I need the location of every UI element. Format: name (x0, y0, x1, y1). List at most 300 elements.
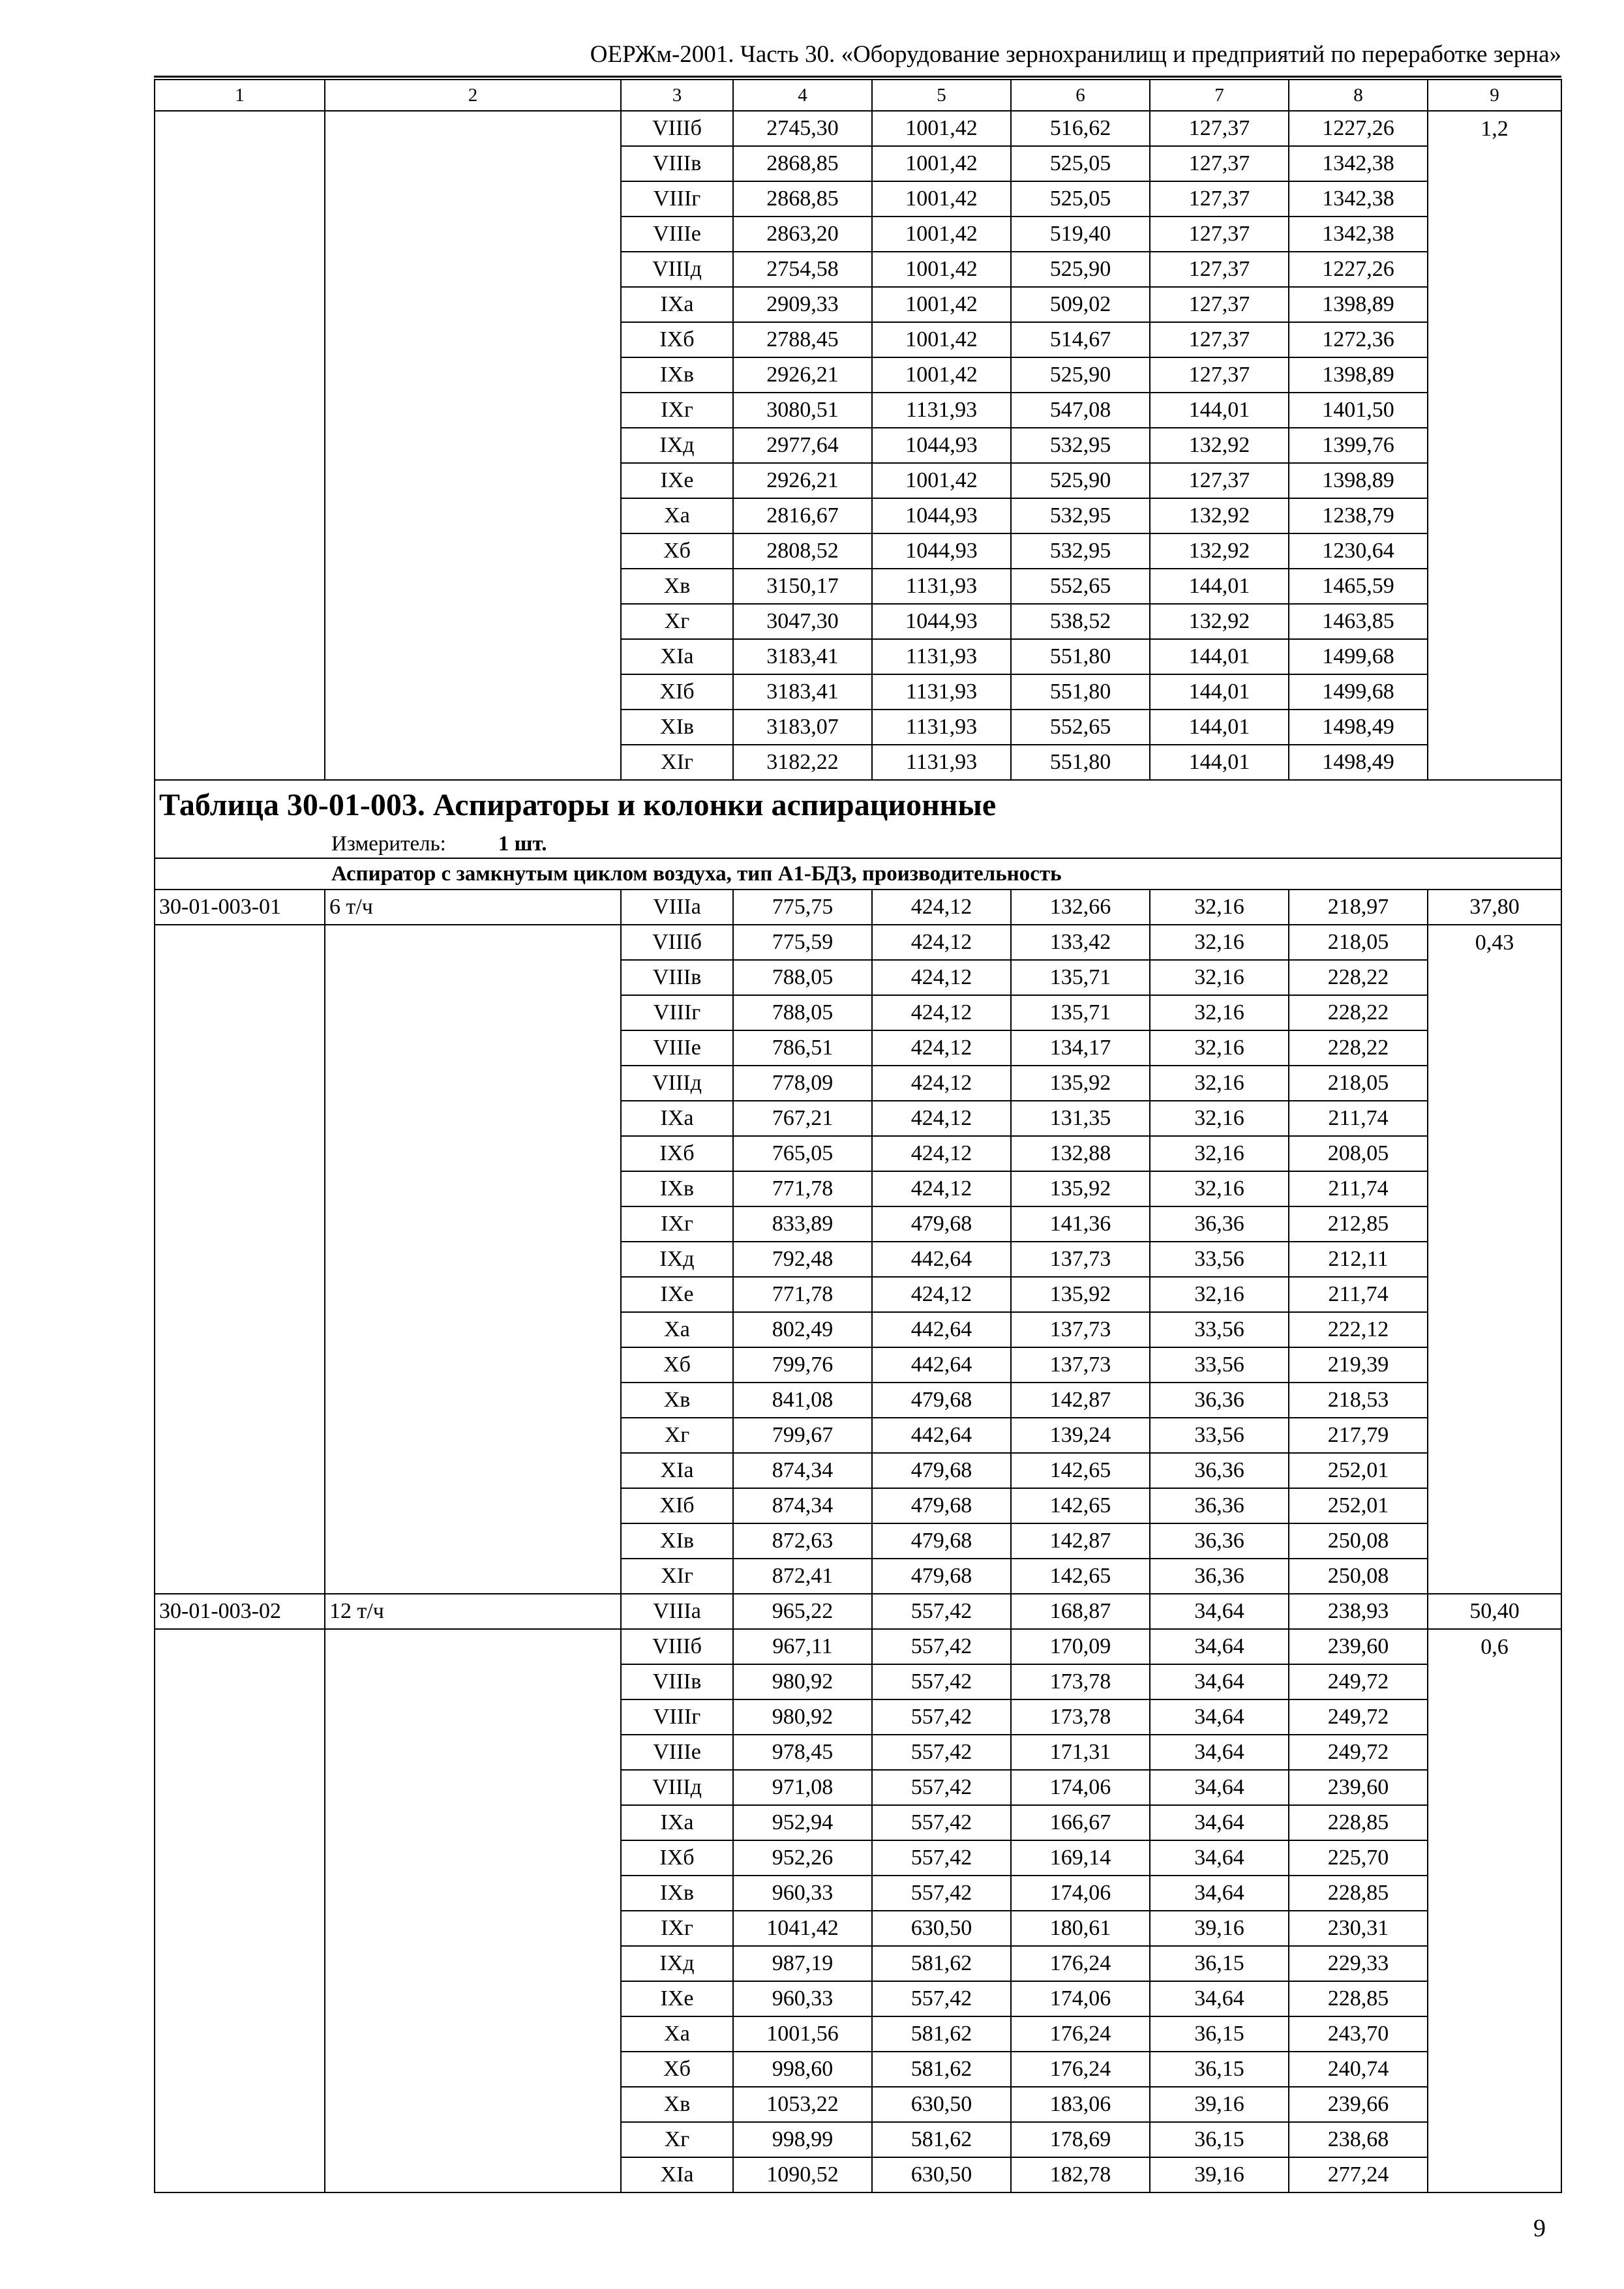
value-cell: 173,78 (1011, 1664, 1150, 1699)
value-cell: 980,92 (733, 1664, 872, 1699)
value-cell: 34,64 (1150, 1735, 1289, 1770)
name-cell (325, 1101, 621, 1136)
value-cell: 240,74 (1289, 2052, 1428, 2087)
zone-cell: VIIIб (621, 1629, 733, 1664)
value-cell: 1090,52 (733, 2157, 872, 2192)
value-cell: 557,42 (872, 1981, 1011, 2016)
value-cell: 557,42 (872, 1664, 1011, 1699)
zone-cell: IXа (621, 1805, 733, 1840)
measure-value: 1 шт. (498, 832, 547, 856)
table-row (155, 463, 1561, 498)
name-cell (325, 1488, 621, 1523)
zone-cell: IXе (621, 463, 733, 498)
value-cell: 442,64 (872, 1418, 1011, 1453)
value-cell: 174,06 (1011, 1981, 1150, 2016)
col9-cell: 37,80 (1428, 890, 1561, 925)
col9-cell (1428, 1101, 1561, 1136)
value-cell: 169,14 (1011, 1840, 1150, 1876)
code-cell (155, 674, 325, 710)
zone-cell: Xа (621, 2016, 733, 2052)
value-cell: 171,31 (1011, 1735, 1150, 1770)
code-cell (155, 1312, 325, 1347)
code-cell (155, 181, 325, 217)
value-cell: 3183,07 (733, 710, 872, 745)
value-cell: 249,72 (1289, 1735, 1428, 1770)
value-cell: 525,05 (1011, 181, 1150, 217)
value-cell: 183,06 (1011, 2087, 1150, 2122)
value-cell: 1131,93 (872, 710, 1011, 745)
col9-cell (1428, 2016, 1561, 2052)
value-cell: 630,50 (872, 1911, 1011, 1946)
value-cell: 36,36 (1150, 1453, 1289, 1488)
value-cell: 137,73 (1011, 1347, 1150, 1383)
code-cell: 30-01-003-02 (155, 1594, 325, 1629)
value-cell: 132,92 (1150, 498, 1289, 533)
value-cell: 1131,93 (872, 639, 1011, 674)
value-cell: 424,12 (872, 1136, 1011, 1171)
code-cell (155, 925, 325, 960)
value-cell: 170,09 (1011, 1629, 1150, 1664)
value-cell: 218,05 (1289, 925, 1428, 960)
code-cell (155, 1206, 325, 1242)
value-cell: 525,05 (1011, 146, 1150, 181)
table-title-row (155, 780, 1561, 830)
zone-cell: XIа (621, 2157, 733, 2192)
value-cell: 1131,93 (872, 393, 1011, 428)
value-cell: 557,42 (872, 1735, 1011, 1770)
value-cell: 767,21 (733, 1101, 872, 1136)
zone-cell: Xб (621, 533, 733, 569)
value-cell: 479,68 (872, 1206, 1011, 1242)
code-cell (155, 745, 325, 780)
table-row (155, 2122, 1561, 2157)
name-cell (325, 569, 621, 604)
value-cell: 249,72 (1289, 1664, 1428, 1699)
name-cell (325, 604, 621, 639)
name-cell (325, 357, 621, 393)
name-cell (325, 925, 621, 960)
value-cell: 33,56 (1150, 1312, 1289, 1347)
value-cell: 239,60 (1289, 1629, 1428, 1664)
zone-cell: VIIIа (621, 1594, 733, 1629)
table-row (155, 1101, 1561, 1136)
measure-cell (155, 830, 1561, 858)
name-cell (325, 960, 621, 995)
zone-cell: Xв (621, 569, 733, 604)
zone-cell: VIIIг (621, 181, 733, 217)
value-cell: 2868,85 (733, 146, 872, 181)
value-cell: 551,80 (1011, 639, 1150, 674)
value-cell: 176,24 (1011, 1946, 1150, 1981)
zone-cell: XIг (621, 1559, 733, 1594)
value-cell: 211,74 (1289, 1171, 1428, 1206)
value-cell: 34,64 (1150, 1699, 1289, 1735)
value-cell: 960,33 (733, 1981, 872, 2016)
col9-cell (1428, 1699, 1561, 1735)
zone-cell: Xг (621, 2122, 733, 2157)
code-cell (155, 995, 325, 1030)
value-cell: 1499,68 (1289, 639, 1428, 674)
table-row (155, 674, 1561, 710)
value-cell: 252,01 (1289, 1488, 1428, 1523)
code-cell (155, 1066, 325, 1101)
value-cell: 39,16 (1150, 2087, 1289, 2122)
zone-cell: VIIIб (621, 111, 733, 146)
value-cell: 144,01 (1150, 710, 1289, 745)
code-cell (155, 1981, 325, 2016)
zone-cell: XIб (621, 1488, 733, 1523)
code-cell (155, 357, 325, 393)
value-cell: 532,95 (1011, 428, 1150, 463)
code-cell: 30-01-003-01 (155, 890, 325, 925)
value-cell: 1272,36 (1289, 322, 1428, 357)
col9-cell: 0,43 (1428, 925, 1561, 960)
value-cell: 250,08 (1289, 1523, 1428, 1559)
col9-cell (1428, 710, 1561, 745)
value-cell: 479,68 (872, 1383, 1011, 1418)
zone-cell: VIIIе (621, 217, 733, 252)
table-row (155, 2157, 1561, 2192)
table-row (155, 745, 1561, 780)
value-cell: 127,37 (1150, 287, 1289, 322)
value-cell: 771,78 (733, 1171, 872, 1206)
code-cell (155, 1664, 325, 1699)
code-cell (155, 1030, 325, 1066)
col9-cell (1428, 1171, 1561, 1206)
value-cell: 424,12 (872, 1030, 1011, 1066)
value-cell: 36,15 (1150, 2052, 1289, 2087)
zone-cell: VIIIв (621, 960, 733, 995)
value-cell: 34,64 (1150, 1629, 1289, 1664)
value-cell: 238,68 (1289, 2122, 1428, 2157)
value-cell: 142,65 (1011, 1559, 1150, 1594)
value-cell: 32,16 (1150, 1136, 1289, 1171)
value-cell: 127,37 (1150, 463, 1289, 498)
name-cell (325, 995, 621, 1030)
col9-cell (1428, 639, 1561, 674)
value-cell: 2754,58 (733, 252, 872, 287)
col9-cell (1428, 533, 1561, 569)
name-cell (325, 533, 621, 569)
value-cell: 32,16 (1150, 1066, 1289, 1101)
value-cell: 581,62 (872, 2052, 1011, 2087)
value-cell: 1001,42 (872, 287, 1011, 322)
value-cell: 1001,56 (733, 2016, 872, 2052)
value-cell: 1463,85 (1289, 604, 1428, 639)
value-cell: 2808,52 (733, 533, 872, 569)
value-cell: 3080,51 (733, 393, 872, 428)
table-row (155, 1347, 1561, 1383)
value-cell: 1001,42 (872, 252, 1011, 287)
value-cell: 212,85 (1289, 1206, 1428, 1242)
code-cell (155, 2052, 325, 2087)
zone-cell: IXб (621, 1840, 733, 1876)
table-row (155, 1312, 1561, 1347)
value-cell: 239,66 (1289, 2087, 1428, 2122)
value-cell: 516,62 (1011, 111, 1150, 146)
zone-cell: IXд (621, 1946, 733, 1981)
value-cell: 32,16 (1150, 960, 1289, 995)
col9-cell (1428, 2122, 1561, 2157)
value-cell: 2816,67 (733, 498, 872, 533)
value-cell: 134,17 (1011, 1030, 1150, 1066)
zone-cell: Xб (621, 1347, 733, 1383)
col9-cell (1428, 1981, 1561, 2016)
table-row (155, 1981, 1561, 2016)
code-cell (155, 2087, 325, 2122)
table-row (155, 533, 1561, 569)
value-cell: 228,85 (1289, 1805, 1428, 1840)
column-number-cell: 9 (1428, 80, 1561, 111)
value-cell: 525,90 (1011, 463, 1150, 498)
value-cell: 960,33 (733, 1876, 872, 1911)
table-row (155, 1946, 1561, 1981)
value-cell: 1044,93 (872, 604, 1011, 639)
value-cell: 212,11 (1289, 1242, 1428, 1277)
code-cell (155, 1136, 325, 1171)
code-cell (155, 1770, 325, 1805)
value-cell: 32,16 (1150, 1030, 1289, 1066)
value-cell: 173,78 (1011, 1699, 1150, 1735)
value-cell: 1001,42 (872, 357, 1011, 393)
value-cell: 509,02 (1011, 287, 1150, 322)
value-cell: 178,69 (1011, 2122, 1150, 2157)
zone-cell: IXд (621, 428, 733, 463)
name-cell (325, 1735, 621, 1770)
name-cell (325, 1312, 621, 1347)
value-cell: 1001,42 (872, 146, 1011, 181)
value-cell: 135,71 (1011, 960, 1150, 995)
zone-cell: IXв (621, 1171, 733, 1206)
value-cell: 551,80 (1011, 745, 1150, 780)
value-cell: 479,68 (872, 1559, 1011, 1594)
table-row (155, 2052, 1561, 2087)
value-cell: 581,62 (872, 2122, 1011, 2157)
value-cell: 514,67 (1011, 322, 1150, 357)
value-cell: 218,97 (1289, 890, 1428, 925)
table-row (155, 960, 1561, 995)
name-cell (325, 1277, 621, 1312)
table-row (155, 1206, 1561, 1242)
value-cell: 32,16 (1150, 1277, 1289, 1312)
column-number-cell: 3 (621, 80, 733, 111)
value-cell: 228,22 (1289, 960, 1428, 995)
table-row (155, 1066, 1561, 1101)
code-cell (155, 1559, 325, 1594)
table-row (155, 1770, 1561, 1805)
col9-cell (1428, 322, 1561, 357)
value-cell: 33,56 (1150, 1418, 1289, 1453)
value-cell: 778,09 (733, 1066, 872, 1101)
code-cell (155, 252, 325, 287)
value-cell: 127,37 (1150, 146, 1289, 181)
value-cell: 142,87 (1011, 1523, 1150, 1559)
table-row (155, 1735, 1561, 1770)
value-cell: 135,71 (1011, 995, 1150, 1030)
table-row (155, 1664, 1561, 1699)
code-cell (155, 428, 325, 463)
value-cell: 775,75 (733, 890, 872, 925)
value-cell: 33,56 (1150, 1347, 1289, 1383)
code-cell (155, 1523, 325, 1559)
value-cell: 34,64 (1150, 1594, 1289, 1629)
name-cell (325, 2122, 621, 2157)
col9-cell (1428, 1030, 1561, 1066)
zone-cell: IXв (621, 357, 733, 393)
name-cell (325, 1946, 621, 1981)
table-row (155, 890, 1561, 925)
value-cell: 424,12 (872, 1101, 1011, 1136)
zone-cell: IXа (621, 287, 733, 322)
col9-cell (1428, 217, 1561, 252)
value-cell: 36,36 (1150, 1206, 1289, 1242)
name-cell (325, 1066, 621, 1101)
code-cell (155, 1911, 325, 1946)
zone-cell: IXб (621, 1136, 733, 1171)
value-cell: 874,34 (733, 1488, 872, 1523)
value-cell: 788,05 (733, 960, 872, 995)
table-row (155, 569, 1561, 604)
value-cell: 1131,93 (872, 674, 1011, 710)
name-cell (325, 217, 621, 252)
name-cell (325, 1242, 621, 1277)
col9-cell (1428, 1453, 1561, 1488)
value-cell: 176,24 (1011, 2016, 1150, 2052)
value-cell: 3182,22 (733, 745, 872, 780)
value-cell: 144,01 (1150, 569, 1289, 604)
zone-cell: Xб (621, 2052, 733, 2087)
value-cell: 243,70 (1289, 2016, 1428, 2052)
value-cell: 228,22 (1289, 995, 1428, 1030)
col9-cell (1428, 498, 1561, 533)
value-cell: 971,08 (733, 1770, 872, 1805)
value-cell: 547,08 (1011, 393, 1150, 428)
table-row (155, 252, 1561, 287)
value-cell: 36,36 (1150, 1488, 1289, 1523)
value-cell: 557,42 (872, 1770, 1011, 1805)
col9-cell (1428, 2087, 1561, 2122)
table-row (155, 1453, 1561, 1488)
col9-cell (1428, 995, 1561, 1030)
zone-cell: Xа (621, 498, 733, 533)
col9-cell (1428, 1664, 1561, 1699)
table-row (155, 925, 1561, 960)
value-cell: 211,74 (1289, 1101, 1428, 1136)
value-cell: 1001,42 (872, 181, 1011, 217)
zone-cell: Xв (621, 1383, 733, 1418)
value-cell: 424,12 (872, 890, 1011, 925)
value-cell: 131,35 (1011, 1101, 1150, 1136)
value-cell: 34,64 (1150, 1770, 1289, 1805)
value-cell: 230,31 (1289, 1911, 1428, 1946)
value-cell: 32,16 (1150, 995, 1289, 1030)
zone-cell: VIIIе (621, 1030, 733, 1066)
value-cell: 127,37 (1150, 322, 1289, 357)
value-cell: 952,26 (733, 1840, 872, 1876)
col9-cell: 0,6 (1428, 1629, 1561, 1664)
table-row (155, 639, 1561, 674)
zone-cell: VIIIа (621, 890, 733, 925)
table-row (155, 1030, 1561, 1066)
value-cell: 1227,26 (1289, 111, 1428, 146)
value-cell: 519,40 (1011, 217, 1150, 252)
code-cell (155, 1347, 325, 1383)
zone-cell: XIа (621, 639, 733, 674)
code-cell (155, 2016, 325, 2052)
subheading-row (155, 858, 1561, 890)
value-cell: 182,78 (1011, 2157, 1150, 2192)
value-cell: 1053,22 (733, 2087, 872, 2122)
table-row (155, 1277, 1561, 1312)
value-cell: 987,19 (733, 1946, 872, 1981)
value-cell: 1399,76 (1289, 428, 1428, 463)
table-row (155, 181, 1561, 217)
code-cell (155, 960, 325, 995)
column-number-cell: 2 (325, 80, 621, 111)
value-cell: 1238,79 (1289, 498, 1428, 533)
value-cell: 32,16 (1150, 1101, 1289, 1136)
subheading: Аспиратор с замкнутым циклом воздуха, тип А1-БДЗ, производительность (155, 858, 1561, 890)
table-row (155, 1171, 1561, 1206)
value-cell: 218,05 (1289, 1066, 1428, 1101)
col9-cell (1428, 2052, 1561, 2087)
name-cell (325, 1418, 621, 1453)
zone-cell: VIIIг (621, 995, 733, 1030)
value-cell: 978,45 (733, 1735, 872, 1770)
value-cell: 127,37 (1150, 217, 1289, 252)
name-cell (325, 1453, 621, 1488)
name-cell (325, 428, 621, 463)
value-cell: 127,37 (1150, 357, 1289, 393)
name-cell (325, 1523, 621, 1559)
value-cell: 1041,42 (733, 1911, 872, 1946)
name-cell (325, 2087, 621, 2122)
value-cell: 1401,50 (1289, 393, 1428, 428)
value-cell: 174,06 (1011, 1770, 1150, 1805)
value-cell: 34,64 (1150, 1664, 1289, 1699)
value-cell: 239,60 (1289, 1770, 1428, 1805)
value-cell: 2788,45 (733, 322, 872, 357)
column-number-cell: 6 (1011, 80, 1150, 111)
value-cell: 36,15 (1150, 2122, 1289, 2157)
value-cell: 525,90 (1011, 357, 1150, 393)
value-cell: 1001,42 (872, 322, 1011, 357)
value-cell: 137,73 (1011, 1312, 1150, 1347)
zone-cell: IXг (621, 1911, 733, 1946)
value-cell: 552,65 (1011, 569, 1150, 604)
value-cell: 132,66 (1011, 890, 1150, 925)
table-row (155, 1418, 1561, 1453)
code-cell (155, 1488, 325, 1523)
column-number-cell: 5 (872, 80, 1011, 111)
table-row (155, 322, 1561, 357)
col9-cell (1428, 1523, 1561, 1559)
value-cell: 228,85 (1289, 1876, 1428, 1911)
col9-cell (1428, 1312, 1561, 1347)
value-cell: 799,76 (733, 1347, 872, 1383)
code-cell (155, 217, 325, 252)
value-cell: 39,16 (1150, 2157, 1289, 2192)
name-cell (325, 2016, 621, 2052)
value-cell: 771,78 (733, 1277, 872, 1312)
value-cell: 538,52 (1011, 604, 1150, 639)
value-cell: 132,92 (1150, 533, 1289, 569)
value-cell: 249,72 (1289, 1699, 1428, 1735)
value-cell: 1342,38 (1289, 146, 1428, 181)
code-cell (155, 1805, 325, 1840)
value-cell: 228,22 (1289, 1030, 1428, 1066)
value-cell: 133,42 (1011, 925, 1150, 960)
